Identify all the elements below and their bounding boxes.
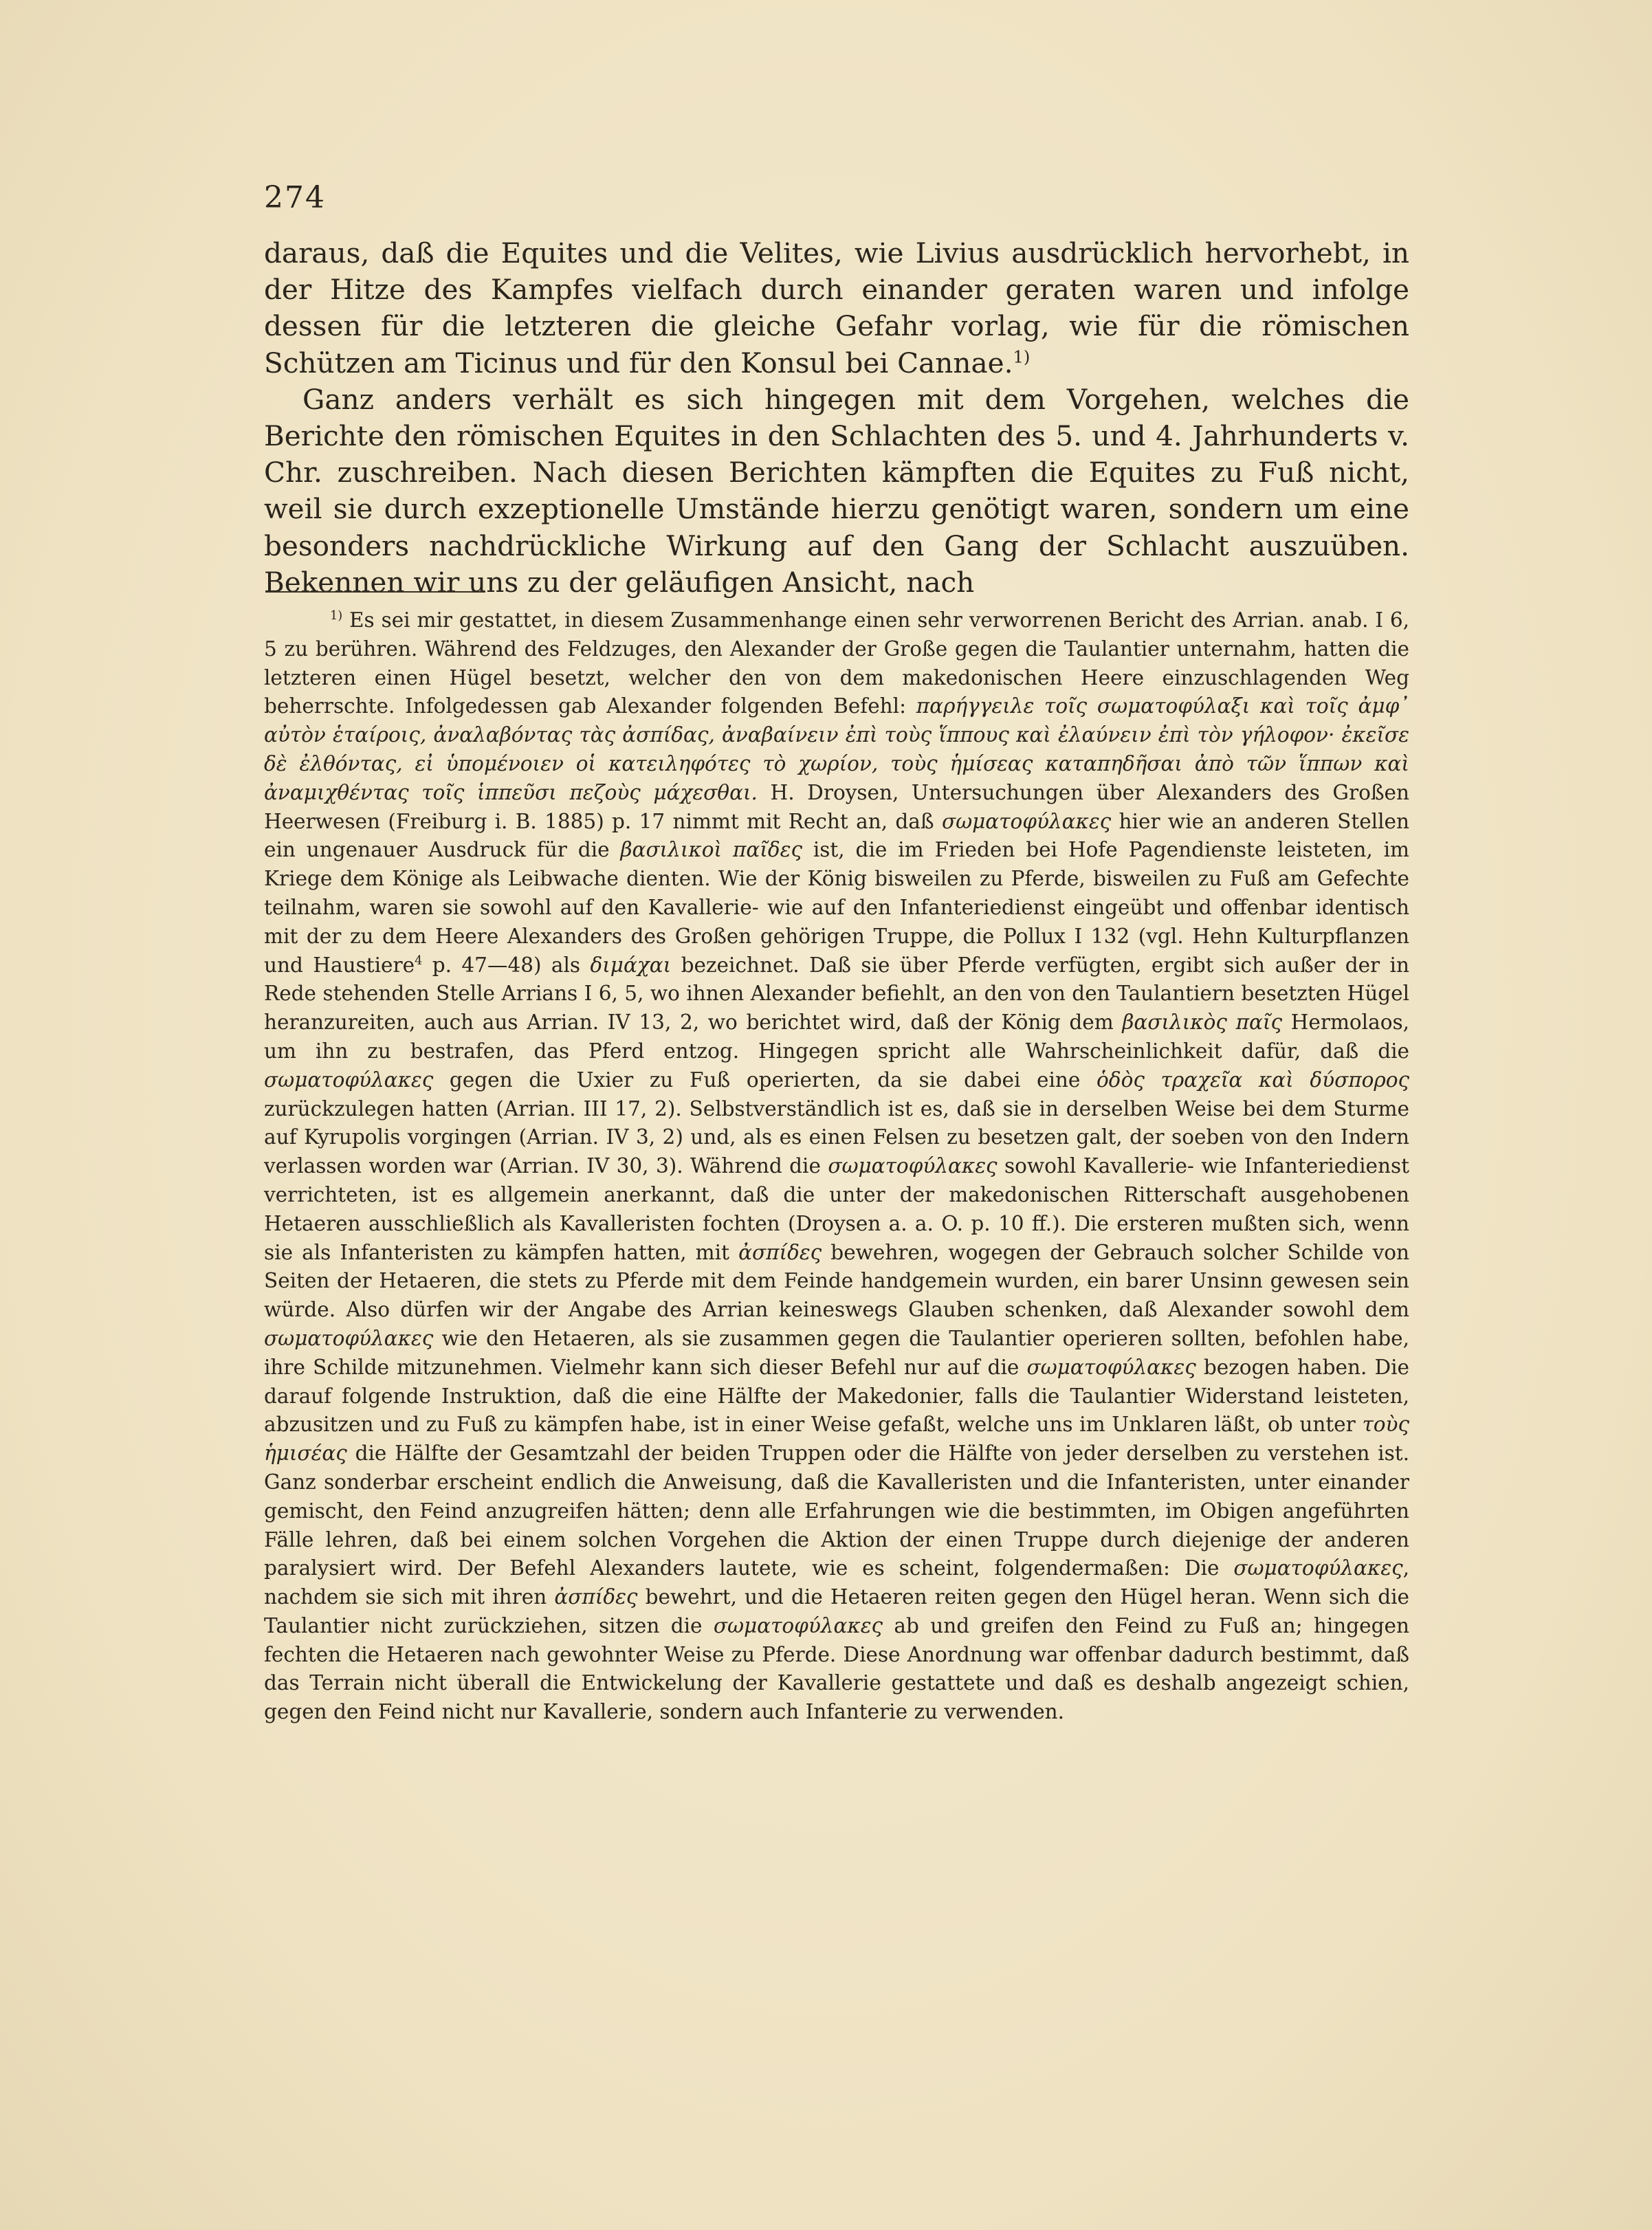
greek-term: σωματοφύλακες	[941, 809, 1112, 833]
footnote-text: Hermolaos, um ihn zu bestrafen, das Pferd entzog. Hingegen spricht alle Wahrscheinlichkeit dafür, daß die	[264, 1011, 1409, 1063]
footnote-text: p. 47—48) als	[422, 953, 591, 977]
footnote-text: bezogen haben. Die darauf folgende Instruktion, daß die eine Hälfte der Makedonier, falls die Taulantier Widerstand leisteten, abzusitzen und zu Fuß zu kämpfen habe, ist in einer Weise gefaßt, welche uns im Unklaren läßt, ob unter	[264, 1355, 1410, 1437]
greek-term: διμάχαι	[590, 953, 672, 977]
main-text	[264, 235, 1409, 601]
footnote	[264, 606, 1409, 1727]
greek-term: ἀσπίδες	[738, 1240, 822, 1264]
paragraph-1-text: daraus, daß die Equites und die Velites, wie Livius ausdrücklich hervorhebt, in der Hitze des Kampfes vielfach durch einander geraten waren und infolge dessen für die letzteren die gleiche Gefahr vorlag, wie für die römischen Schützen am Ticinus und für den Konsul bei Cannae.	[264, 236, 1409, 379]
greek-term: τοὺς ἡμισέας	[264, 1413, 1409, 1466]
footnote-reference: 1)	[1013, 346, 1031, 367]
footnote-text: die Hälfte der Gesamtzahl der beiden Truppen oder die Hälfte von jeder derselben zu verstehen ist. Ganz sonderbar erscheint endlich die Anweisung, daß die Kavalleristen und die Infanteristen, unter einander gemischt, den Feind anzugreifen hätten; denn alle Erfahrungen wie die bestimmten, im Obigen angeführten Fälle lehren, daß bei einem solchen Vorgehen die Aktion der einen Truppe durch diejenige der anderen paralysiert wird. Der Befehl Alexanders lautete, wie es scheint, folgendermaßen: Die	[264, 1442, 1409, 1580]
greek-term: βασιλικὸς παῖς	[1122, 1011, 1282, 1035]
greek-term: σωματοφύλακες	[1026, 1355, 1196, 1379]
footnote-text: zurückzulegen hatten (Arrian. III 17, 2). Selbstverständlich ist es, daß sie in derselben Weise bei dem Sturme auf Kyrupolis vorgingen (Arrian. IV 3, 2) und, als es einen Felsen zu besetzen galt, der soeben von den Indern verlassen worden war (Arrian. IV 30, 3). Während die	[264, 1096, 1409, 1178]
greek-term: βασιλικοὶ παῖδες	[620, 838, 802, 862]
footnote-separator	[265, 591, 485, 593]
paragraph-2: Ganz anders verhält es sich hingegen mit dem Vorgehen, welches die Berichte den römischen Equites in den Schlachten des 5. und 4. Jahrhunderts v. Chr. zuschreiben. Nach diesen Berichten kämpften die Equites zu Fuß nicht, weil sie durch exzeptionelle Umstände hierzu genötigt waren, sondern um eine besonders nachdrückliche Wirkung auf den Gang der Schlacht auszuüben. Bekennen wir uns zu der geläufigen Ansicht, nach	[264, 382, 1409, 599]
footnote-text: , nachdem sie sich mit ihren	[264, 1556, 1409, 1609]
greek-quote: παρήγγειλε τοῖς σωματοφύλαξι καὶ τοῖς ἀμφ᾽ αὐτὸν ἑταίροις, ἀναλαβόντας τὰς ἀσπίδας, ἀναβαίνειν ἐπὶ τοὺς ἵππους καὶ ἐλαύνειν ἐπὶ τὸν γήλοφον· ἐκεῖσε δὲ ἐλθόντας, εἰ ὑπομένοιεν οἱ κατειληφότες τὸ χωρίον, τοὺς ἡμίσεας καταπηδῆσαι ἀπὸ τῶν ἵππων καὶ ἀναμιχθέντας τοῖς ἱππεῦσι πεζοὺς μάχεσθαι.	[264, 694, 1409, 804]
greek-term: σωματοφύλακες	[828, 1154, 998, 1178]
greek-term: σωματοφύλακες	[264, 1326, 434, 1350]
footnote-text: wie den Hetaeren, als sie zusammen gegen die Taulantier operieren sollten, befohlen habe, ihre Schilde mitzunehmen. Vielmehr kann sich dieser Befehl nur auf die	[264, 1326, 1409, 1379]
paragraph-1	[264, 235, 1409, 382]
greek-term: ἀσπίδες	[554, 1585, 638, 1609]
edition-superscript: 4	[415, 953, 423, 968]
greek-term: ὁδὸς τραχεῖα καὶ δύσπορος	[1097, 1068, 1410, 1092]
footnote-text: H. Droysen, Untersuchungen über Alexanders des Großen Heerwesen (Freiburg i. B. 1885) p. 17 nimmt mit Recht an, daß	[264, 780, 1409, 833]
footnote-text: bewehren, wogegen der Gebrauch solcher Schilde von Seiten der Hetaeren, die stets zu Pferde mit dem Feinde handgemein wurden, ein barer Unsinn gewesen sein würde. Also dürfen wir der Angabe des Arrian keineswegs Glauben schenken, daß Alexander sowohl dem	[264, 1240, 1409, 1322]
footnote-text: hier wie an anderen Stellen ein ungenauer Ausdruck für die	[264, 809, 1409, 862]
page-number: 274	[264, 180, 326, 215]
footnote-text: ab und greifen den Feind zu Fuß an; hingegen fechten die Hetaeren nach gewohnter Weise zu Pferde. Diese Anordnung war offenbar dadurch bestimmt, daß das Terrain nicht überall die Entwickelung der Kavallerie gestattete und daß es deshalb angezeigt schien, gegen den Feind nicht nur Kavallerie, sondern auch Infanterie zu verwenden.	[264, 1613, 1409, 1724]
footnote-mark: 1)	[330, 609, 343, 623]
greek-term: σωματοφύλακες	[264, 1068, 434, 1092]
footnote-text: ist, die im Frieden bei Hofe Pagendienste leisteten, im Kriege dem Könige als Leibwache dienten. Wie der König bisweilen zu Pferde, bisweilen zu Fuß am Gefechte teilnahm, waren sie sowohl auf den Kavallerie- wie auf den Infanteriedienst eingeübt und offenbar identisch mit der zu dem Heere Alexanders des Großen gehörigen Truppe, die Pollux I 132 (vgl. Hehn Kulturpflanzen und Haustiere	[264, 838, 1409, 977]
greek-term: σωματοφύλακες	[1233, 1556, 1403, 1580]
footnote-text: Es sei mir gestattet, in diesem Zusammenhange einen sehr verworrenen Bericht des Arrian. anab. I 6, 5 zu berühren. Während des Feldzuges, den Alexander der Große gegen die Taulantier unternahm, hatten die letzteren einen Hügel besetzt, welcher den von dem makedonischen Heere einzuschlagenden Weg beherrschte. Infolgedessen gab Alexander folgenden Befehl:	[264, 608, 1409, 718]
greek-term: σωματοφύλακες	[713, 1613, 883, 1637]
footnote-text: gegen die Uxier zu Fuß operierten, da sie dabei eine	[433, 1068, 1097, 1092]
footnote-text: bewehrt, und die Hetaeren reiten gegen den Hügel heran. Wenn sich die Taulantier nicht zurückziehen, sitzen die	[264, 1585, 1409, 1637]
footnote-text: bezeichnet. Daß sie über Pferde verfügten, ergibt sich außer der in Rede stehenden Stelle Arrians I 6, 5, wo ihnen Alexander befiehlt, an den von den Taulantiern besetzten Hügel heranzureiten, auch aus Arrian. IV 13, 2, wo berichtet wird, daß der König dem	[264, 953, 1409, 1035]
footnote-text: sowohl Kavallerie- wie Infanteriedienst verrichteten, ist es allgemein anerkannt, daß die unter der makedonischen Ritterschaft ausgehobenen Hetaeren ausschließlich als Kavalleristen fochten (Droysen a. a. O. p. 10 ff.). Die ersteren mußten sich, wenn sie als Infanteristen zu kämpfen hatten, mit	[264, 1154, 1410, 1264]
